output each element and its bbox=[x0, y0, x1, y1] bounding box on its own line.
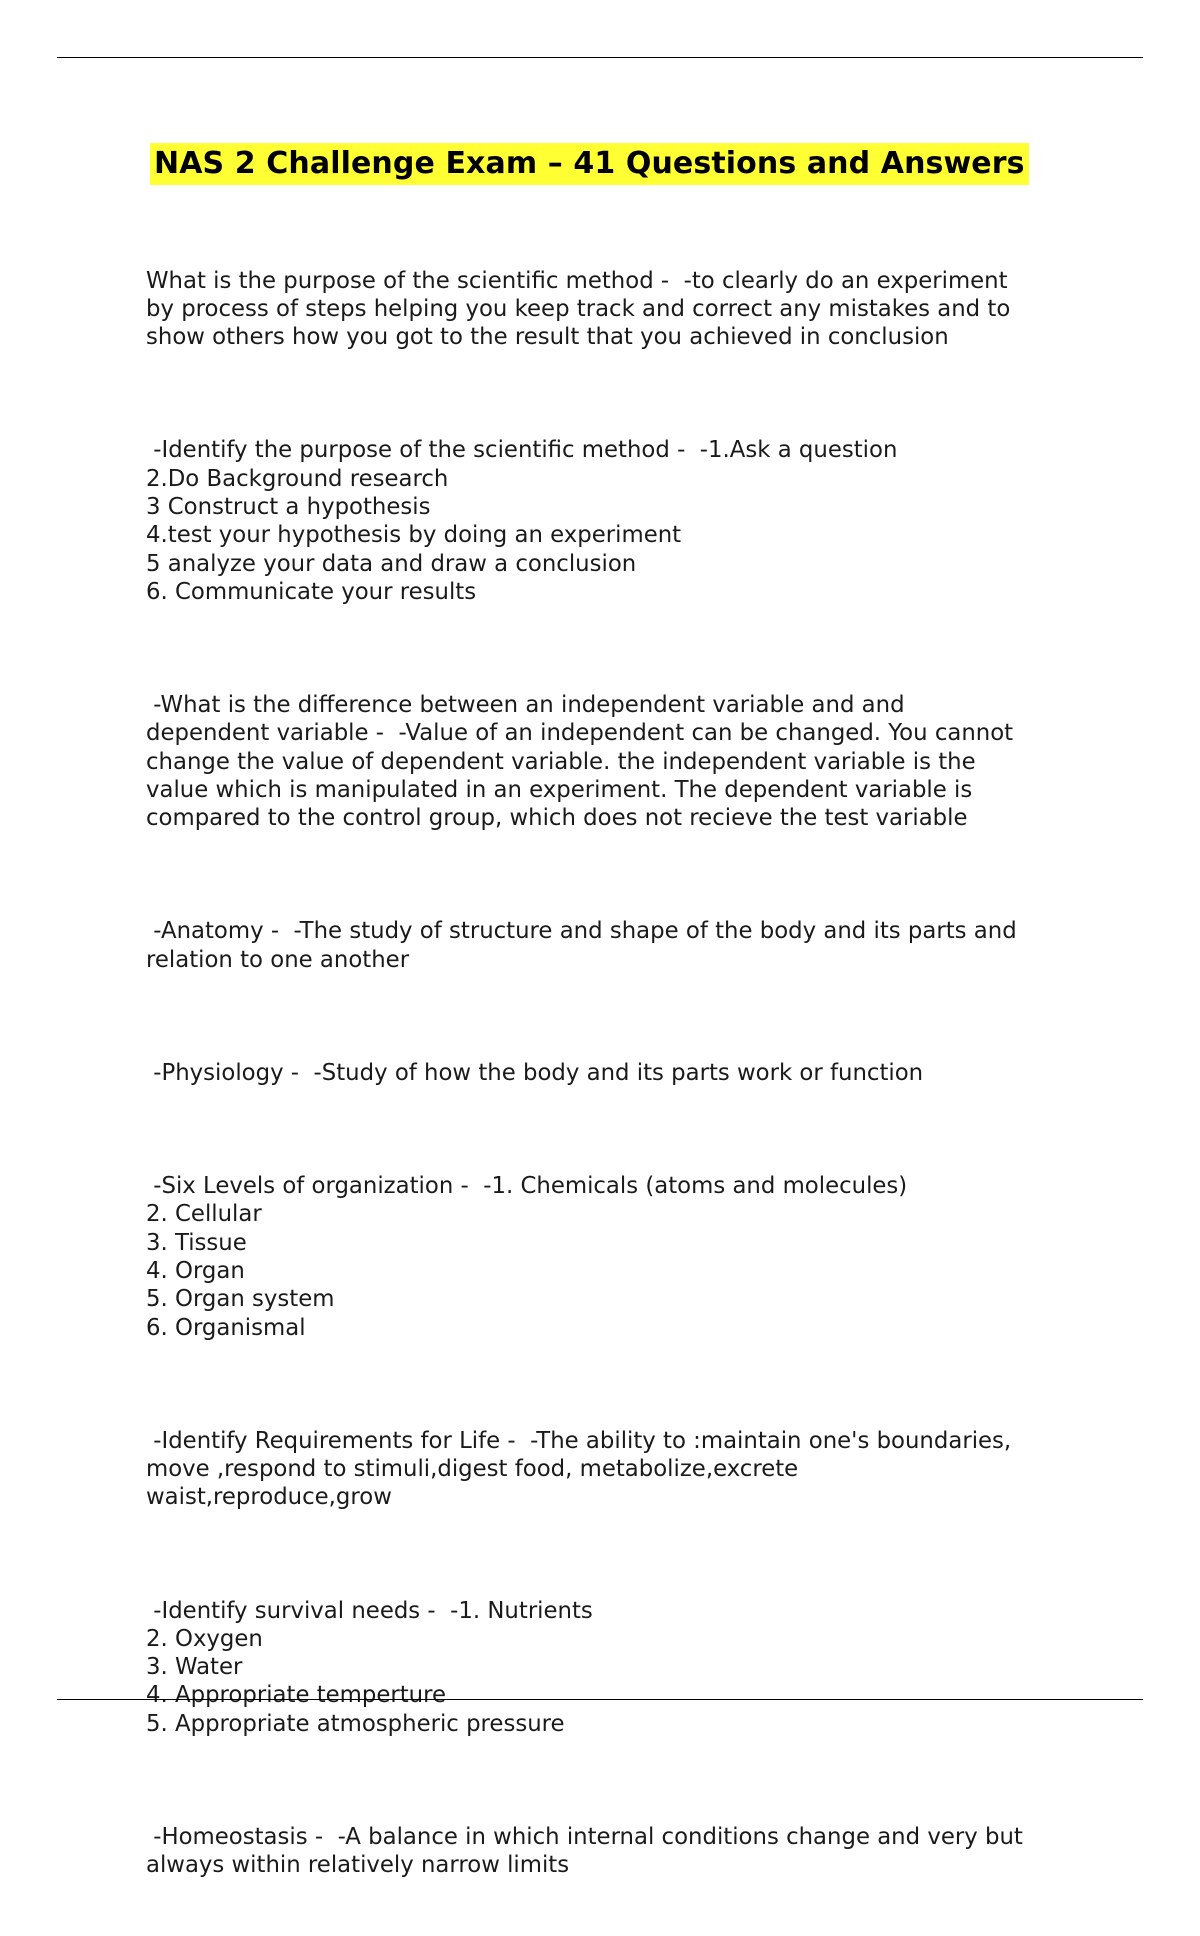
qa-entry-requirements-for-life: -Identify Requirements for Life - -The ability to :maintain one's boundaries, move ,respond to stimuli,digest food, metabolize,excrete waist,reproduce,grow bbox=[146, 1427, 1012, 1511]
document-title: NAS 2 Challenge Exam – 41 Questions and Answers bbox=[154, 146, 1025, 181]
qa-entry-anatomy: -Anatomy - -The study of structure and shape of the body and its parts and relation to one another bbox=[146, 918, 1017, 973]
qa-entry-homeostasis: -Homeostasis - -A balance in which internal conditions change and very but always within relatively narrow limits bbox=[146, 1823, 1023, 1879]
qa-entry-levels-of-organization: -Six Levels of organization - -1. Chemicals (atoms and molecules) 2. Cellular 3. Tissue 4. Organ 5. Organ system 6. Organismal bbox=[146, 1173, 908, 1341]
title-highlight bbox=[150, 143, 1029, 185]
qa-entry-independent-dependent-variable: -What is the difference between an independent variable and and dependent variable - -Value of an independent can be changed. You cannot change the value of dependent variable. the independent variable is the value which is manipulated in an experiment. The dependent variable is compared to the control group, which does not recieve the test variable bbox=[146, 692, 1014, 832]
qa-entry-survival-needs: -Identify survival needs - -1. Nutrients 2. Oxygen 3. Water 4. Appropriate temperture 5. Appropriate atmospheric pressure bbox=[146, 1597, 593, 1737]
qa-entry-physiology: -Physiology - -Study of how the body and its parts work or function bbox=[146, 1059, 924, 1086]
qa-entry-scientific-method-purpose: What is the purpose of the scientific method - -to clearly do an experiment by process of steps helping you keep track and correct any mistakes and to show others how you got to the result that you achieved in conclusion bbox=[146, 267, 1011, 351]
qa-list bbox=[146, 210, 1086, 1936]
header-rule bbox=[57, 57, 1143, 58]
qa-entry-scientific-method-steps: -Identify the purpose of the scientific method - -1.Ask a question 2.Do Background research 3 Construct a hypothesis 4.test your hypothesis by doing an experiment 5 analyze your data and draw a conclusion 6. Communicate your results bbox=[146, 437, 898, 605]
